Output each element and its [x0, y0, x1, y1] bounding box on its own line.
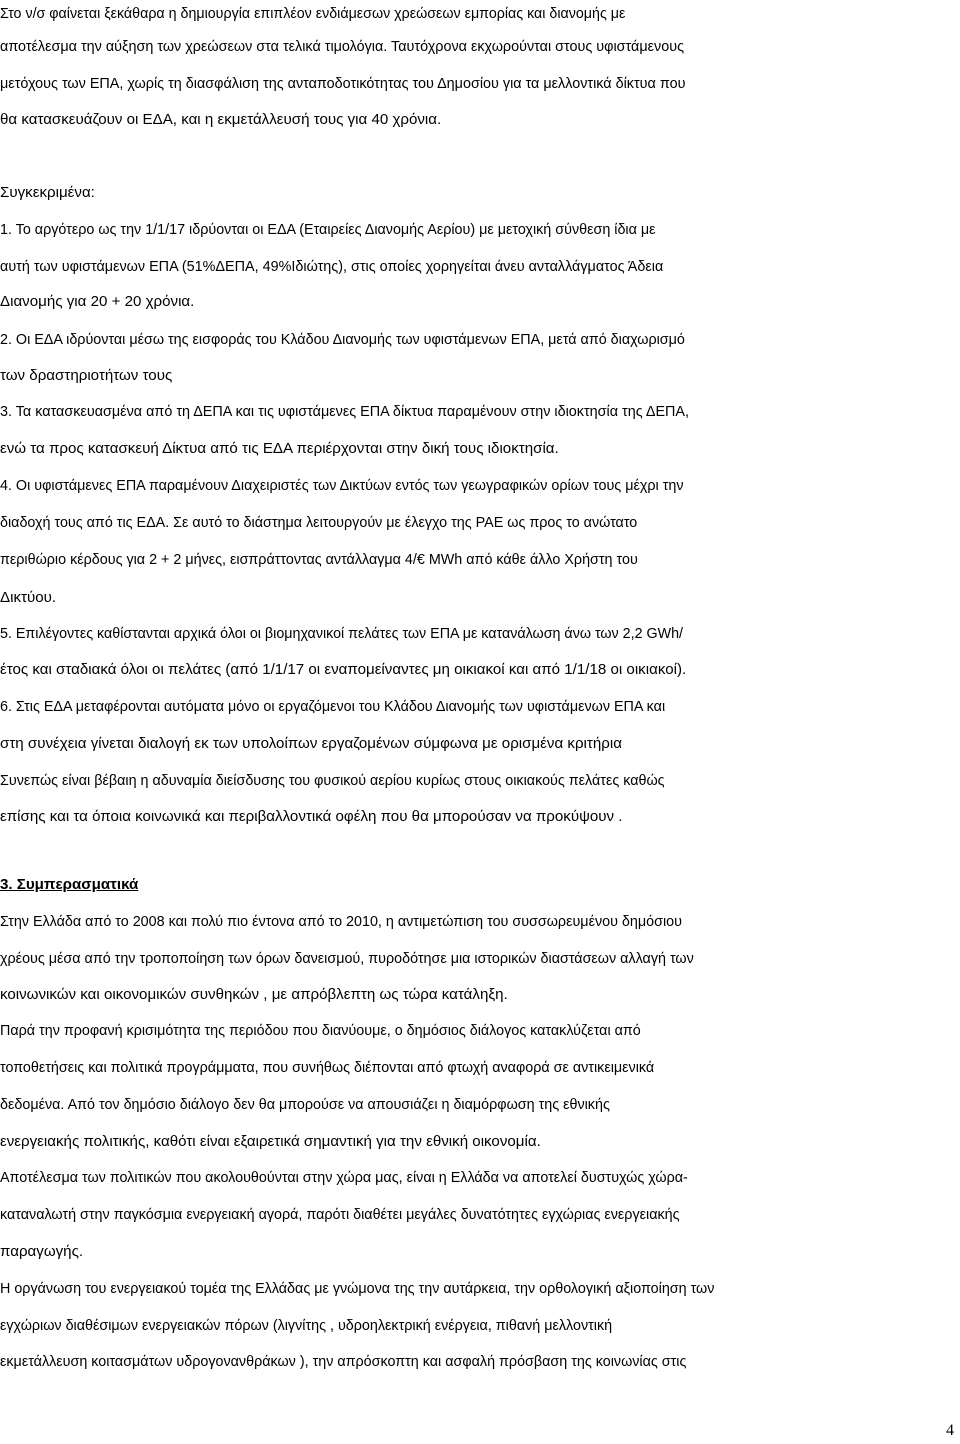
list-item: 5. Επιλέγοντες καθίστανται αρχικά όλοι οι βιομηχανικοί πελάτες των ΕΠΑ με κατανάλωση άνω των 2,2 GWh/	[0, 625, 684, 642]
text-line: παραγωγής.	[0, 1243, 84, 1260]
list-intro: Συγκεκριμένα:	[0, 184, 95, 201]
list-item: 1. Το αργότερο ως την 1/1/17 ιδρύονται οι ΕΔΑ (Εταιρείες Διανομής Αερίου) με μετοχική σύνθεση ίδια με	[0, 221, 656, 238]
text-line: Συνεπώς είναι βέβαιη η αδυναμία διείσδυσης του φυσικού αερίου κυρίως στους οικιακούς πελάτες καθώς	[0, 772, 665, 789]
list-item-continuation: περιθώριο κέρδους για 2 + 2 μήνες, εισπράττοντας αντάλλαγμα 4/€ MWh από κάθε άλλο Χρήστη του	[0, 551, 638, 568]
text-line: θα κατασκευάζουν οι ΕΔΑ, και η εκμετάλλευσή τους για 40 χρόνια.	[0, 111, 442, 128]
list-item: 2. Οι ΕΔΑ ιδρύονται μέσω της εισφοράς του Κλάδου Διανομής των υφιστάμενων ΕΠΑ, μετά από διαχωρισμό	[0, 331, 685, 348]
text-line: μετόχους των ΕΠΑ, χωρίς τη διασφάλιση της ανταποδοτικότητας του Δημοσίου για τα μελλοντικά δίκτυα που	[0, 75, 686, 92]
text-line: δεδομένα. Από τον δημόσιο διάλογο δεν θα μπορούσε να απουσιάζει η διαμόρφωση της εθνικής	[0, 1096, 610, 1113]
text-line: ενεργειακής πολιτικής, καθότι είναι εξαιρετικά σημαντική για την εθνική οικονομία.	[0, 1133, 541, 1150]
list-item-continuation: αυτή των υφιστάμενων ΕΠΑ (51%ΔΕΠΑ, 49%Ιδιώτης), στις οποίες χορηγείται άνευ ανταλλάγματος Άδεια	[0, 258, 664, 275]
text-line: εκμετάλλευση κοιτασμάτων υδρογονανθράκων ), την απρόσκοπτη και ασφαλή πρόσβαση της κοινωνίας στις	[0, 1353, 687, 1370]
list-item-continuation: των δραστηριοτήτων τους	[0, 367, 173, 384]
text-line: επίσης και τα όποια κοινωνικά και περιβαλλοντικά οφέλη που θα μπορούσαν να προκύψουν .	[0, 808, 623, 825]
list-item: 6. Στις ΕΔΑ μεταφέρονται αυτόματα μόνο οι εργαζόμενοι του Κλάδου Διανομής των υφιστάμενων ΕΠΑ και	[0, 698, 666, 715]
text-line: καταναλωτή στην παγκόσμια ενεργειακή αγορά, παρότι διαθέτει μεγάλες δυνατότητες εγχώριας ενεργειακής	[0, 1206, 680, 1223]
list-item: 4. Οι υφιστάμενες ΕΠΑ παραμένουν Διαχειριστές των Δικτύων εντός των γεωγραφικών ορίων τους μέχρι την	[0, 477, 684, 494]
text-line: Στην Ελλάδα από το 2008 και πολύ πιο έντονα από το 2010, η αντιμετώπιση του συσσωρευμένου δημόσιου	[0, 913, 682, 930]
list-item-continuation: Δικτύου.	[0, 589, 57, 606]
list-item-continuation: ενώ τα προς κατασκευή Δίκτυα από τις ΕΔΑ περιέρχονται στην δική τους ιδιοκτησία.	[0, 440, 559, 457]
text-line: χρέους μέσα από την τροποποίηση των όρων δανεισμού, πυροδότησε μια ιστορικών διαστάσεων αλλαγή των	[0, 950, 694, 967]
page-number: 4	[946, 1422, 954, 1439]
text-line: αποτέλεσμα την αύξηση των χρεώσεων στα τελικά τιμολόγια. Ταυτόχρονα εκχωρούνται στους υφιστάμενους	[0, 38, 685, 55]
text-line: εγχώριων διαθέσιμων ενεργειακών πόρων (λιγνίτης , υδροηλεκτρική ενέργεια, πιθανή μελλοντική	[0, 1317, 613, 1334]
text-line: τοποθετήσεις και πολιτικά προγράμματα, που συνήθως διέπονται από φτωχή αναφορά σε αντικειμενικά	[0, 1059, 655, 1076]
section-heading: 3. Συμπερασματικά	[0, 876, 139, 893]
list-item-continuation: έτος και σταδιακά όλοι οι πελάτες (από 1/1/17 οι εναπομείναντες μη οικιακοί και από 1/1/18 οι οικιακοί).	[0, 661, 687, 678]
text-line: Παρά την προφανή κρισιμότητα της περιόδου που διανύουμε, ο δημόσιος διάλογος κατακλύζεται από	[0, 1022, 641, 1039]
list-item-continuation: στη συνέχεια γίνεται διαλογή εκ των υπολοίπων εργαζομένων σύμφωνα με ορισμένα κριτήρια	[0, 735, 622, 752]
list-item: 3. Τα κατασκευασμένα από τη ΔΕΠΑ και τις υφιστάμενες ΕΠΑ δίκτυα παραμένουν στην ιδιοκτησία της ΔΕΠΑ,	[0, 403, 690, 420]
list-item-continuation: διαδοχή τους από τις ΕΔΑ. Σε αυτό το διάστημα λειτουργούν με έλεγχο της ΡΑΕ ως προς το ανώτατο	[0, 514, 638, 531]
text-line: Η οργάνωση του ενεργειακού τομέα της Ελλάδας με γνώμονα της την αυτάρκεια, την ορθολογική αξιοποίηση των	[0, 1280, 715, 1297]
text-line: Αποτέλεσμα των πολιτικών που ακολουθούνται στην χώρα μας, είναι η Ελλάδα να αποτελεί δυστυχώς χώρα-	[0, 1169, 688, 1186]
text-line: κοινωνικών και οικονομικών συνθηκών , με απρόβλεπτη ως τώρα κατάληξη.	[0, 986, 508, 1003]
text-line: Στο ν/σ φαίνεται ξεκάθαρα η δημιουργία επιπλέον ενδιάμεσων χρεώσεων εμπορίας και διανομής με	[0, 5, 626, 22]
list-item-continuation: Διανομής για 20 + 20 χρόνια.	[0, 293, 195, 310]
